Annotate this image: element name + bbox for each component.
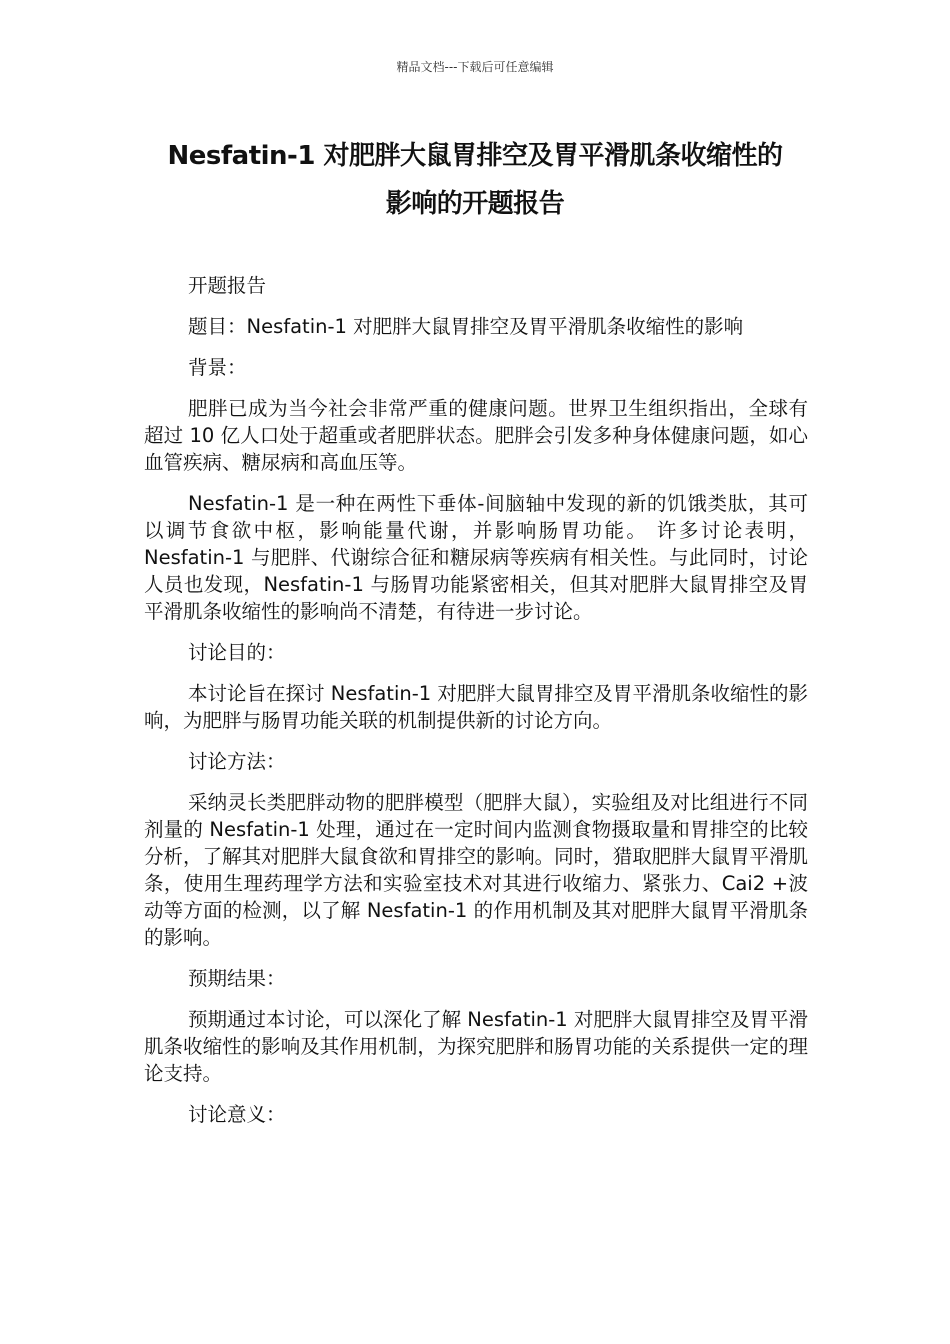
section-heading: 背景： bbox=[188, 356, 247, 379]
title-line: Nesfatin-1 对肥胖大鼠胃排空及胃平滑肌条收缩性的 bbox=[167, 141, 783, 171]
topic-line: 题目：Nesfatin-1 对肥胖大鼠胃排空及胃平滑肌条收缩性的影响 bbox=[188, 315, 744, 338]
paragraph: 本讨论旨在探讨 Nesfatin-1 对肥胖大鼠胃排空及胃平滑肌条收缩性的影响，为肥胖与肠胃功能关联的机制提供新的讨论方向。 bbox=[144, 682, 808, 732]
paragraph: 肥胖已成为当今社会非常严重的健康问题。世界卫生组织指出，全球有超过 10 亿人口处于超重或者肥胖状态。肥胖会引发多种身体健康问题，如心血管疾病、糖尿病和高血压等。 bbox=[144, 397, 808, 474]
paragraph: Nesfatin-1 是一种在两性下垂体-间脑轴中发现的新的饥饿类肽，其可以调节食欲中枢，影响能量代谢，并影响肠胃功能。 许多讨论表明，Nesfatin-1 与肥胖、代谢综合征和糖尿病等疾病有相关性。与此同时，讨论人员也发现，Nesfatin-1 与肠胃功能紧密相关，但其对肥胖大鼠胃排空及胃平滑肌条收缩性的影响尚不清楚，有待进一步讨论。 bbox=[144, 492, 808, 623]
paragraph: 采纳灵长类肥胖动物的肥胖模型（肥胖大鼠），实验组及对比组进行不同剂量的 Nesfatin-1 处理，通过在一定时间内监测食物摄取量和胃排空的比较分析，了解其对肥胖大鼠食欲和胃排空的影响。同时，猎取肥胖大鼠胃平滑肌条，使用生理药理学方法和实验室技术对其进行收缩力、紧张力、Cai2 +波动等方面的检测，以了解 Nesfatin-1 的作用机制及其对肥胖大鼠胃平滑肌条的影响。 bbox=[144, 791, 808, 949]
paragraph: 预期通过本讨论，可以深化了解 Nesfatin-1 对肥胖大鼠胃排空及胃平滑肌条收缩性的影响及其作用机制，为探究肥胖和肠胃功能的关系提供一定的理论支持。 bbox=[144, 1008, 808, 1085]
page-header: 精品文档---下载后可任意编辑 bbox=[396, 60, 554, 74]
title-line: 影响的开题报告 bbox=[385, 189, 565, 219]
section-heading: 开题报告 bbox=[188, 274, 267, 297]
section-heading: 讨论方法： bbox=[188, 750, 286, 773]
section-heading: 讨论目的： bbox=[188, 641, 286, 664]
document-body bbox=[144, 272, 808, 1142]
section-heading: 讨论意义： bbox=[188, 1103, 286, 1126]
document-title bbox=[100, 132, 850, 228]
section-heading: 预期结果： bbox=[188, 967, 286, 990]
